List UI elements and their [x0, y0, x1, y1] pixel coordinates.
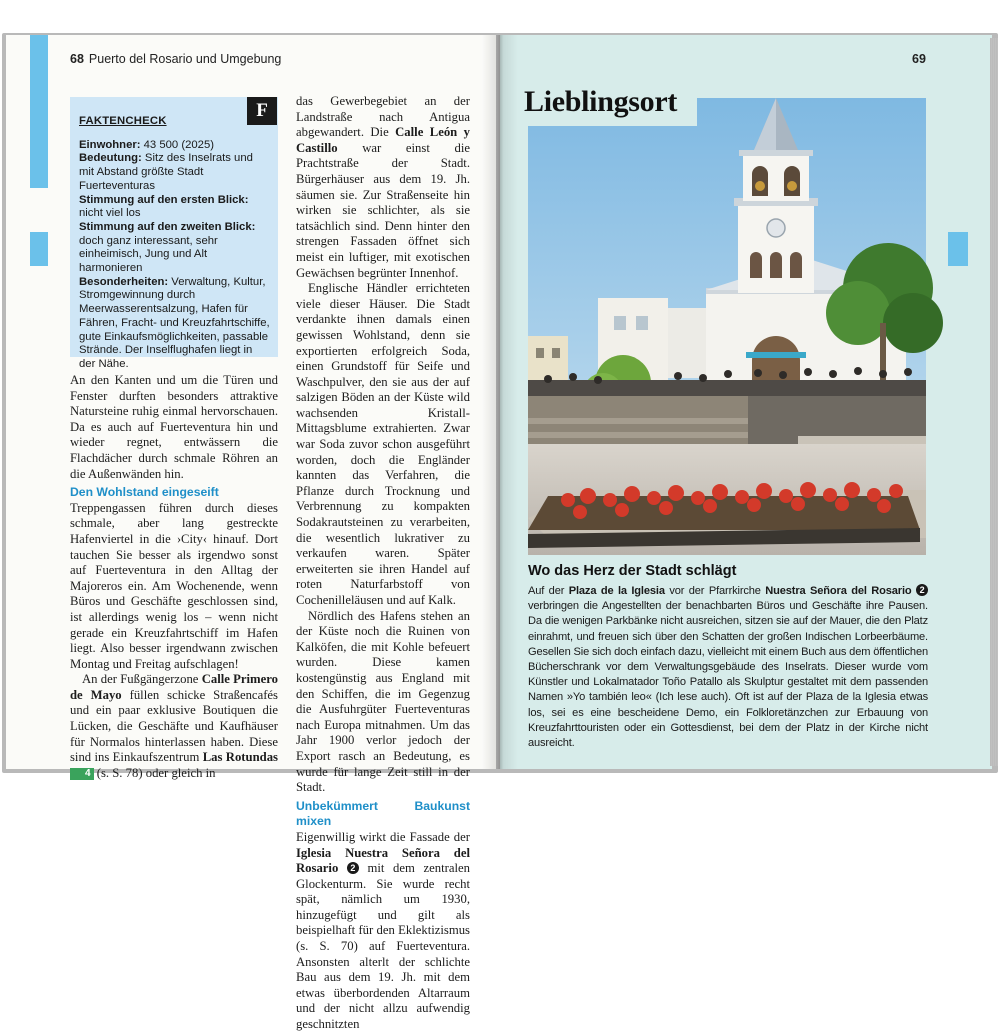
paragraph: das Gewerbegebiet an der Landstraße nach Antigua abgewandert. Die Calle León y Castillo war einst die Prachtstraße der Stadt. Bürgerhäuser aus dem 19. Jh. säumen sie. Zur Straßenseite hin wirken sie schlichter, als sie tatsächlich sind. Denn hinter den strengen Fassaden öffnet sich meist ein luftiger, mit exotischen Gewächsen begrünter Innenhof. — [296, 94, 470, 280]
subheading: Unbekümmert Baukunst mixen — [296, 798, 470, 829]
page-edges — [990, 38, 998, 766]
subheading: Den Wohlstand eingeseift — [70, 485, 219, 500]
fact-item-second-impression: Stimmung auf den zweiten Blick: doch ganz interessant, sehr einheimisch, Jung und Alt harmonieren — [79, 220, 256, 275]
thumb-index-tab-left-top — [30, 35, 48, 188]
page-number-right: 69 — [912, 52, 926, 66]
fact-item-first-impression: Stimmung auf den ersten Blick: nicht viel los — [79, 193, 249, 220]
fact-item-significance: Bedeutung: Sitz des Inselrats und mit Abstand größte Stadt Fuerteventuras — [79, 152, 253, 192]
place-name: Las Rotundas — [202, 750, 278, 765]
paragraph: Treppengassen führen durch dieses schmale, aber lang gestreckte Hafenviertel in die ›City‹ hinauf. Dort tauchen Sie besser als irgendwo sonst auf Fuerteventura in den Alltag der Majoreros ein. Am Wochenende, wenn Büros und Geschäfte geschlossen sind, ist allerdings wenig los – wenn nicht gerade ein Kreuzfahrtschiff im Hafen liegt. Also besser irgendwann zwischen Montag und Freitag aufschlagen! — [70, 500, 278, 671]
map-marker-number: 2 — [916, 584, 928, 596]
map-marker-number: 2 — [347, 862, 359, 874]
paragraph: Nördlich des Hafens stehen an der Küste noch die Ruinen von Kalköfen, die mit Kohle befeuert wurden. Diese kamen kostengünstig aus England mit den Schiffen, die im Gegenzug die Ausfuhrgüter Fuerteventuras nach Europa mitnahmen. Um das Jahr 1900 verlor jedoch der Export rasch an Bedeutung, es wurde für lange Zeit still in der Stadt. — [296, 608, 470, 795]
caption-heading: Wo das Herz der Stadt schlägt — [528, 563, 737, 579]
thumb-index-tab-left — [30, 232, 48, 266]
chapter-title: Puerto del Rosario und Umgebung — [88, 52, 282, 66]
fact-check-box — [70, 97, 278, 370]
church-plaza-photo — [528, 98, 926, 555]
paragraph: Eigenwillig wirkt die Fassade der Iglesia Nuestra Señora del Rosario 2 mit dem zentralen Glockenturm. Sie wurde recht spät, nämlich um 1930, hinzugefügt und gilt als beispielhaft für den Eklektizismus (s. S. 70) auf Fuerteventura. Ansonsten alterlt der schlichte Bau aus dem 19. Jh. mit dem etwas überbordenden Altarraum und der nicht allzu aufwendig geschnitzten — [296, 829, 470, 1032]
favorite-place-banner: Lieblingsort — [524, 85, 678, 118]
fact-item-special-features: Besonderheiten: Verwaltung, Kultur, Stromgewinnung durch Meerwasserentsalzung, Hafen für Fähren, Fracht- und Kreuzfahrtschiffe, gute Einkaufsmöglichkeiten, passable Strände. Der Inselflughafen liegt in der Nähe. — [79, 275, 270, 370]
paragraph: Englische Händler errichteten viele dieser Häuser. Die Stadt verdankte ihnen damals einen gewissen Wohlstand, denn sie exportierten erfolgreich Soda, einen Grundstoff für Seife und Waschpulver, den sie aus der auf salzigen Böden an der Küste wild wachsenden Kristall-Mittagsblume extrahierten. Zwar war Soda zuvor schon ausgeführt worden, doch die Engländer kannten das Verfahren, die Pflanze durch Trocknung und Verbrennung zu kompakten Sodakrautsteinen zu verarbeiten, die wesentlich lukrativer zu verkaufen waren. Später erweiterten sie ihren Handel auf roten Naturfarbstoff von Cochenilleläusen und auf Kalk. — [296, 281, 470, 607]
fact-item-inhabitants: Einwohner: 43 500 (2025) — [79, 138, 215, 151]
text-column-middle — [296, 94, 470, 1033]
page-number-left: 68 — [70, 52, 84, 66]
caption-text: Auf der Plaza de la Iglesia vor der Pfarrkirche Nuestra Señora del Rosario 2 verbringen die Angestellten der benachbarten Büros und Geschäfte ihre Pausen. Da die wenigen Parkbänke nicht ausreichen, sitzen sie auf der Mauer, die den Platz einrahmt, und freuen sich über den Schatten der großen Indischen Lorbeerbäume. Gesellen Sie sich doch einfach dazu, vielleicht mit einem Buch aus dem öffentlichen Bücherschrank vor dem Verwaltungsgebäude des Inselrats. Dieser wurde vom Künstler und Lokalmatador Toño Patallo als Skulptur gestaltet mit dem passenden Namen »Yo también leo« (Ich lese auch). Oft ist auf der Plaza de la Iglesia etwas los, sei es eine bescheidene Demo, ein Folkloretänzchen zur Erbauung von Kreuzfahrttouristen oder ein Gottesdienst, bei dem der Platz in der Kirche nicht ausreicht. — [528, 585, 928, 750]
paragraph: An der Fußgängerzone Calle Primero de Mayo füllen schicke Straßencafés und ein paar exklusive Boutiquen die Lücken, die Geschäfte und Kaufhäuser für Normalos hinterlassen haben. Diese sind ins Einkaufszentrum Las Rotundas 4 (s. S. 78) oder gleich in — [70, 672, 279, 780]
thumb-index-tab-right — [948, 232, 968, 266]
street-name: Calle León y Castillo — [296, 125, 470, 155]
paragraph: An den Kanten und um die Türen und Fenster durften besonders attraktive Natursteine ruhig einmal hervorschauen. Da es auch auf Fuerteventura hin und wieder regnet, entwässern die Flachdächer durch schmale Röhren an die Außenwänden hin. — [70, 373, 278, 481]
plaza-name: Plaza de la Iglesia — [568, 585, 665, 597]
text-column-left — [70, 373, 278, 781]
church-name: Nuestra Señora del Rosario — [765, 585, 912, 597]
street-name: Calle Primero de Mayo — [70, 672, 279, 702]
fact-badge-icon: F — [247, 97, 277, 125]
church-name: Iglesia Nuestra Señora del Rosario — [296, 845, 470, 876]
fact-box-title: FAKTENCHECK — [79, 115, 167, 127]
map-marker-number: 4 — [70, 768, 94, 780]
running-head — [70, 52, 281, 66]
